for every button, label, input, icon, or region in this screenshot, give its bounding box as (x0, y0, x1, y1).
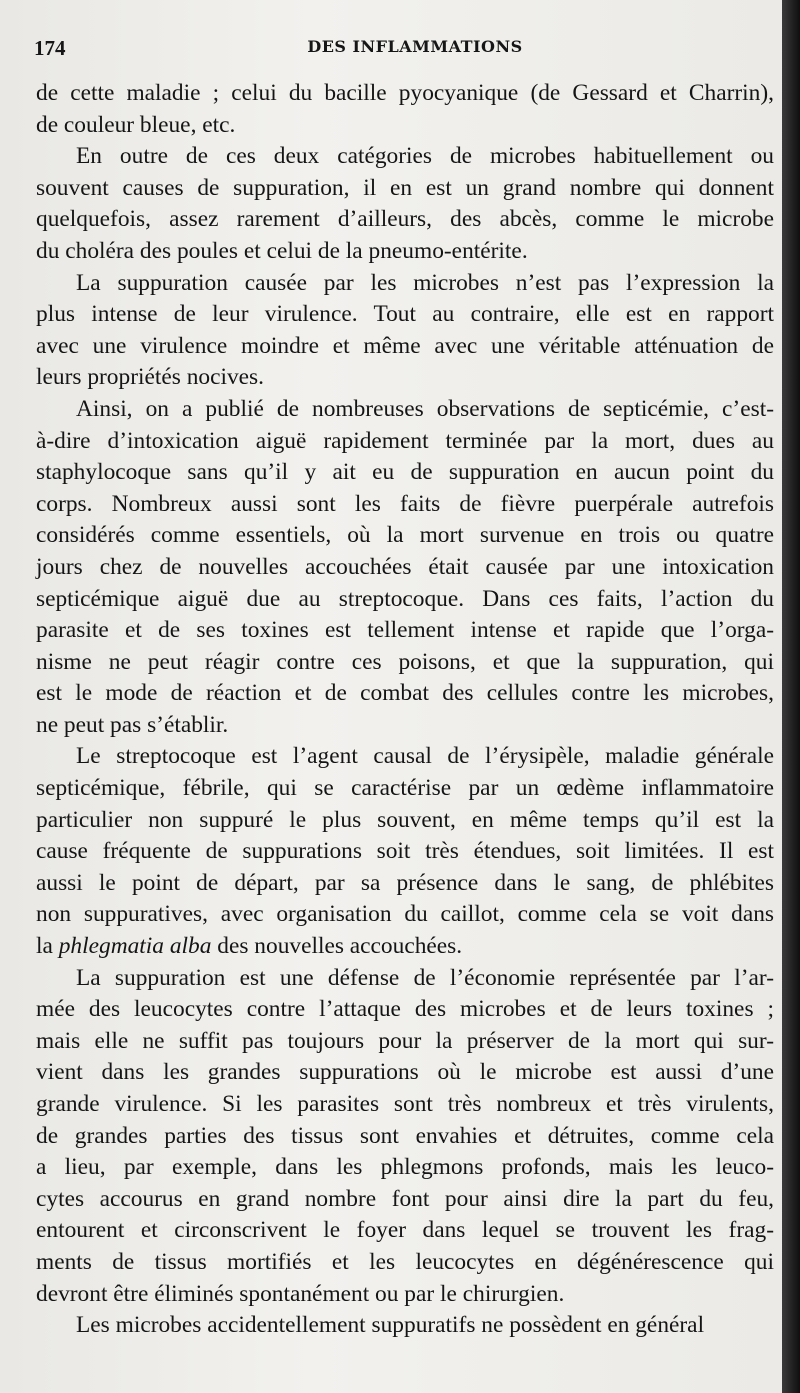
text-line: leurs propriétés nocives. (36, 364, 264, 391)
text-line: ments de tissus mortifiés et les leucocytes en dégénérescence qui (36, 1248, 774, 1275)
text-line: ne peut pas s’établir. (36, 711, 229, 738)
text-line: non suppuratives, avec organisation du caillot, comme cela se voit dans (36, 901, 774, 928)
body-text (36, 78, 774, 1342)
text-line: à-dire d’intoxication aiguë rapidement terminée par la mort, dues au (36, 427, 774, 454)
page-number: 174 (34, 36, 66, 60)
text-line: parasite et de ses toxines est tellement intense et rapide que l’orga- (36, 617, 774, 644)
text-line: de cette maladie ; celui du bacille pyocyanique (de Gessard et Charrin), (36, 80, 774, 106)
text-line: de grandes parties des tissus sont envahies et détruites, comme cela (36, 1122, 774, 1149)
text-line (36, 931, 774, 963)
text-line: En outre de ces deux catégories de microbes habituellement ou (76, 143, 774, 170)
paragraph (36, 963, 774, 1311)
text-line: corps. Nombreux aussi sont les faits de fièvre puerpérale autrefois (36, 490, 774, 517)
text-line: quelquefois, assez rarement d’ailleurs, des abcès, comme le microbe (36, 206, 774, 233)
text-line: La suppuration est une défense de l’économie représentée par l’ar- (76, 964, 774, 991)
italic-term: phlegmatia alba (58, 933, 212, 960)
text-line: plus intense de leur virulence. Tout au contraire, elle est en rapport (36, 301, 774, 328)
page-header (30, 36, 770, 62)
text-line: mais elle ne suffit pas toujours pour la préserver de la mort qui sur- (36, 1027, 774, 1054)
text-line: est le mode de réaction et de combat des cellules contre les microbes, (36, 680, 774, 707)
text-line: La suppuration causée par les microbes n’est pas l’expression la (76, 269, 774, 296)
paragraph (36, 78, 774, 141)
paragraph (36, 394, 774, 742)
text-line: mée des leucocytes contre l’attaque des microbes et de leurs toxines ; (36, 996, 774, 1023)
paragraph (36, 268, 774, 394)
paragraph (36, 741, 774, 962)
text-line: particulier non suppuré le plus souvent, en même temps qu’il est la (36, 806, 774, 833)
text-line: souvent causes de suppuration, il en est un grand nombre qui donnent (36, 174, 774, 201)
text-line: Le streptocoque est l’agent causal de l’érysipèle, maladie générale (76, 743, 774, 770)
text-line: vient dans les grandes suppurations où le microbe est aussi d’une (36, 1059, 774, 1086)
page-edge-shadow (782, 0, 800, 1393)
text-line: du choléra des poules et celui de la pneumo-entérite. (36, 237, 528, 264)
text-line: aussi le point de départ, par sa présence dans le sang, de phlébites (36, 869, 774, 896)
text-line: nisme ne peut réagir contre ces poisons, et que la suppuration, qui (36, 648, 774, 675)
text-line: considérés comme essentiels, où la mort survenue en trois ou quatre (36, 522, 774, 549)
text-line: jours chez de nouvelles accouchées était causée par une intoxication (36, 553, 774, 580)
text-line: Ainsi, on a publié de nombreuses observations de septicémie, c’est- (76, 395, 774, 422)
text-line: a lieu, par exemple, dans les phlegmons profonds, mais les leuco- (36, 1154, 774, 1181)
text-segment: la (36, 933, 59, 960)
paragraph (36, 1310, 774, 1342)
text-line: devront être éliminés spontanément ou par le chirurgien. (36, 1280, 565, 1307)
running-head: DES INFLAMMATIONS (307, 37, 523, 56)
text-line: cause fréquente de suppurations soit très étendues, soit limitées. Il est (36, 838, 774, 865)
text-line: cytes accourus en grand nombre font pour ainsi dire la part du feu, (36, 1185, 774, 1212)
text-line: Les microbes accidentellement suppuratifs ne possèdent en général (76, 1312, 705, 1339)
text-line: staphylocoque sans qu’il y ait eu de suppuration en aucun point du (36, 459, 774, 486)
text-line: septicémique aiguë due au streptocoque. Dans ces faits, l’action du (36, 585, 774, 612)
text-line: de couleur bleue, etc. (36, 111, 236, 138)
paragraph (36, 141, 774, 267)
text-line: grande virulence. Si les parasites sont très nombreux et très virulents, (36, 1091, 774, 1117)
text-line: entourent et circonscrivent le foyer dans lequel se trouvent les frag- (36, 1217, 774, 1244)
text-line: septicémique, fébrile, qui se caractérise par un œdème inflammatoire (36, 775, 774, 802)
text-line: avec une virulence moindre et même avec une véritable atténuation de (36, 332, 774, 359)
text-segment: des nouvelles accouchées. (211, 933, 463, 960)
